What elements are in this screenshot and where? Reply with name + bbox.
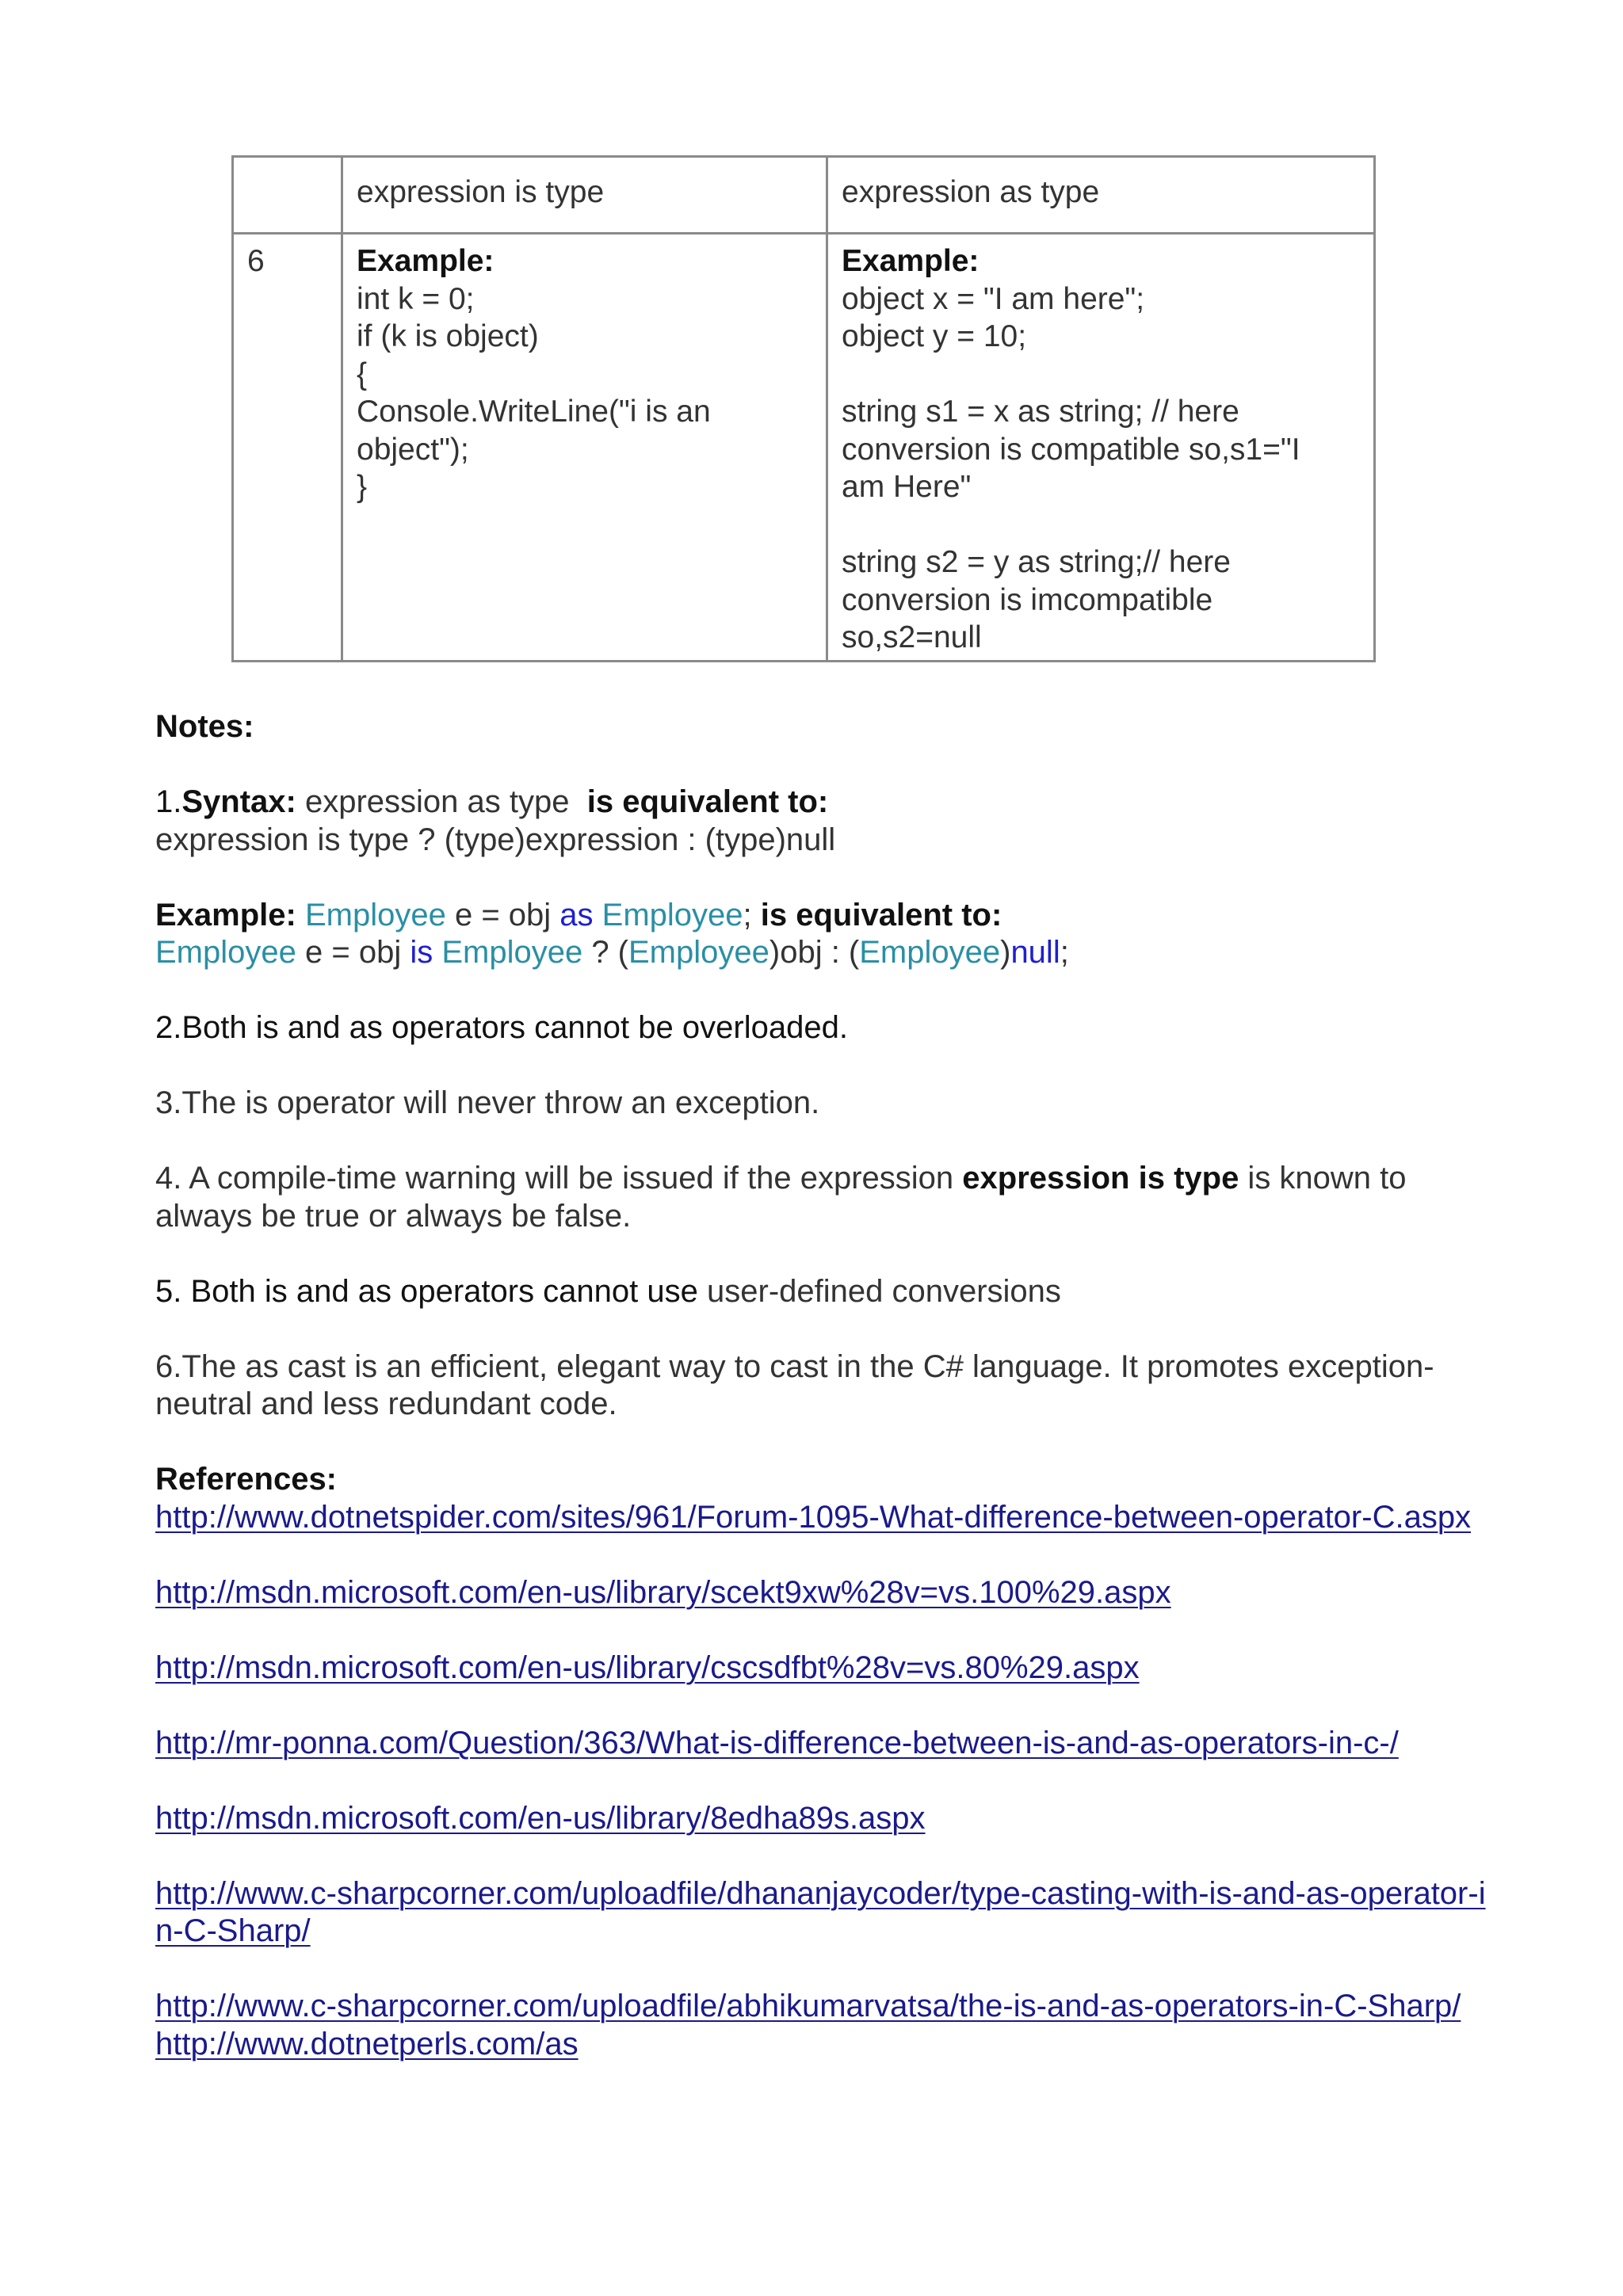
code-line: conversion is imcompatible bbox=[842, 582, 1213, 617]
reference-link[interactable]: http://msdn.microsoft.com/en-us/library/cscsdfbt%28v=vs.80%29.aspx bbox=[155, 1650, 1140, 1685]
comparison-table bbox=[231, 155, 1376, 662]
header-num-cell bbox=[233, 157, 342, 234]
header-as-cell: expression as type bbox=[827, 157, 1375, 234]
is-example-cell bbox=[342, 234, 827, 662]
table-row bbox=[233, 234, 1375, 662]
as-example-heading: Example: bbox=[842, 244, 980, 278]
code-line: conversion is compatible so,s1="I bbox=[842, 432, 1300, 467]
table-header-row bbox=[233, 157, 1375, 234]
code-line: { bbox=[357, 357, 368, 391]
reference-link[interactable]: http://msdn.microsoft.com/en-us/library/8edha89s.aspx bbox=[155, 1800, 926, 1836]
code-line: object x = "I am here"; bbox=[842, 281, 1145, 316]
code-line: so,s2=null bbox=[842, 620, 982, 654]
note-1-equivalent: expression is type ? (type)expression : (type)null bbox=[155, 822, 836, 857]
note-1: 1.Syntax: expression as type is equivalent to: bbox=[155, 784, 829, 819]
as-example-cell bbox=[827, 234, 1375, 662]
code-line: } bbox=[357, 470, 368, 504]
note-3: 3.The is operator will never throw an exception. bbox=[155, 1085, 820, 1120]
reference-link[interactable]: http://www.dotnetspider.com/sites/961/Forum-1095-What-difference-between-operator-C.aspx bbox=[155, 1499, 1472, 1535]
code-line: int k = 0; bbox=[357, 281, 475, 316]
syntax-label: Syntax: bbox=[181, 784, 296, 819]
code-line: object y = 10; bbox=[842, 319, 1027, 353]
header-is-cell: expression is type bbox=[342, 157, 827, 234]
references-title: References: bbox=[155, 1462, 338, 1497]
code-line: string s1 = x as string; // here bbox=[842, 395, 1239, 429]
example-line-1: Example: Employee e = obj as Employee; is equivalent to: bbox=[155, 897, 1002, 933]
code-line: am Here" bbox=[842, 470, 972, 504]
is-example-heading: Example: bbox=[357, 244, 495, 278]
code-line: object"); bbox=[357, 432, 469, 467]
note-6: 6.The as cast is an efficient, elegant way to cast in the C# language. It promotes exception-neutral and less redundant code. bbox=[155, 1348, 1434, 1421]
code-line: Console.WriteLine("i is an bbox=[357, 395, 711, 429]
reference-link[interactable]: http://www.dotnetperls.com/as bbox=[155, 2026, 579, 2061]
code-line: if (k is object) bbox=[357, 319, 539, 353]
notes-title: Notes: bbox=[155, 709, 254, 744]
example-line-2: Employee e = obj is Employee ? (Employee)obj : (Employee)null; bbox=[155, 935, 1069, 970]
reference-link[interactable]: http://mr-ponna.com/Question/363/What-is-difference-between-is-and-as-operators-in-c-/ bbox=[155, 1725, 1399, 1760]
reference-link[interactable]: http://msdn.microsoft.com/en-us/library/scekt9xw%28v=vs.100%29.aspx bbox=[155, 1574, 1171, 1610]
note-5: 5. Both is and as operators cannot use user-defined conversions bbox=[155, 1273, 1061, 1309]
row-number-cell: 6 bbox=[233, 234, 342, 662]
note-4: 4. A compile-time warning will be issued if the expression expression is type is known to always be true or always be false. bbox=[155, 1161, 1407, 1234]
note-2: 2.Both is and as operators cannot be overloaded. bbox=[155, 1010, 848, 1045]
notes-section bbox=[155, 708, 1503, 2063]
reference-link[interactable]: http://www.c-sharpcorner.com/uploadfile/abhikumarvatsa/the-is-and-as-operators-in-C-Sharp/ bbox=[155, 1989, 1461, 2023]
code-line: string s2 = y as string;// here bbox=[842, 545, 1231, 579]
reference-link[interactable]: http://www.c-sharpcorner.com/uploadfile/dhananjaycoder/type-casting-with-is-and-as-operator-in-C-Sharp/ bbox=[155, 1875, 1486, 1948]
